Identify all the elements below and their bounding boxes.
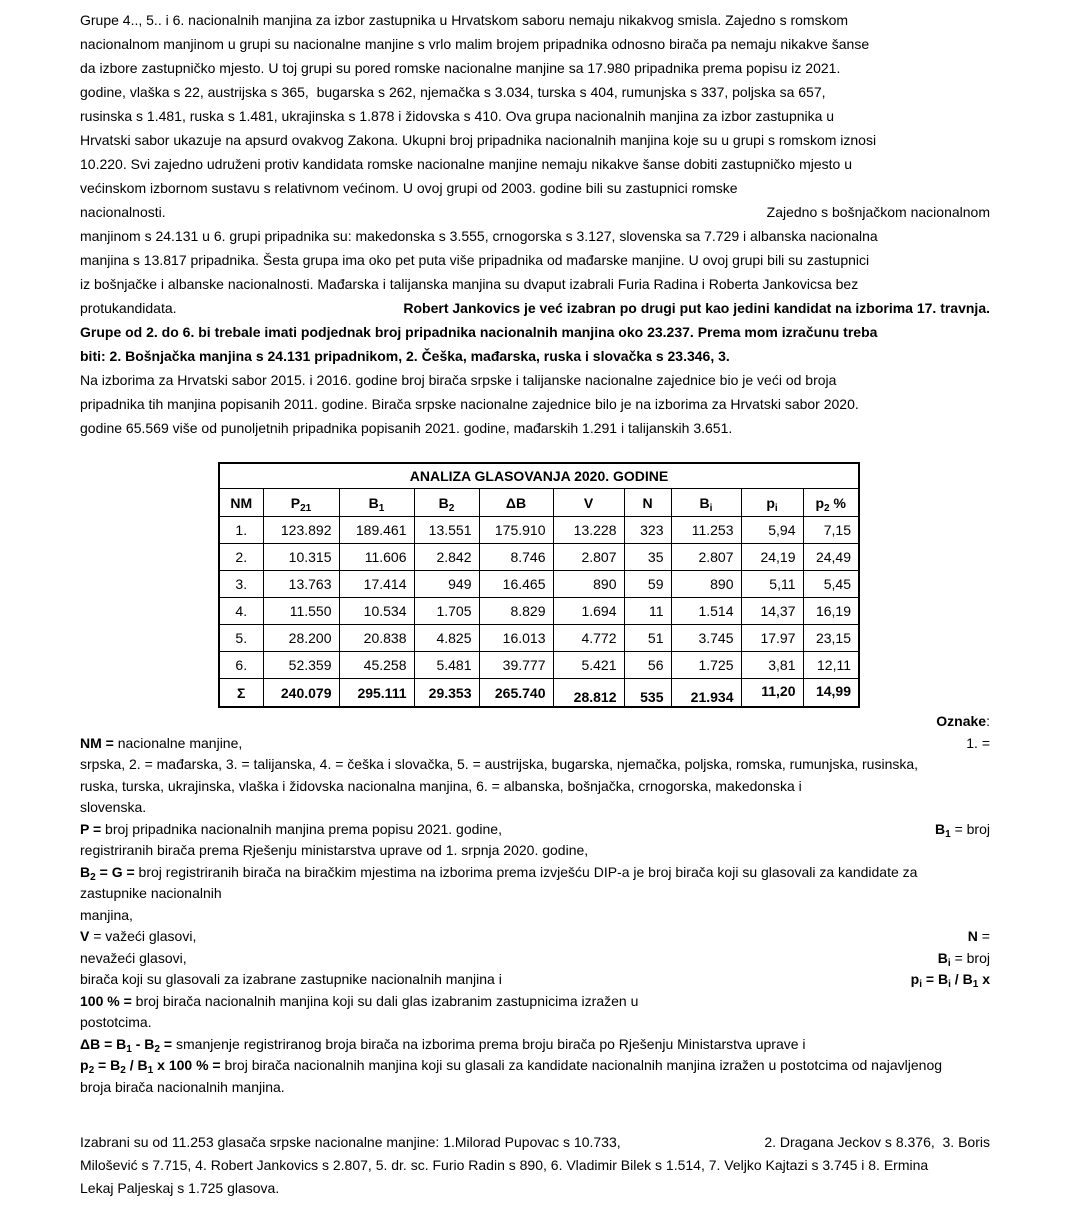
table-title-row bbox=[219, 463, 859, 489]
legend-line-right: N = bbox=[967, 928, 990, 944]
table-sum-cell: Σ bbox=[219, 679, 263, 708]
table-cell: 16.465 bbox=[479, 571, 553, 598]
table-cell: 5,45 bbox=[803, 571, 859, 598]
paragraph-line: Grupe od 2. do 6. bi trebale imati podjednak broj pripadnika nacionalnih manjina oko 23.237. Prema mom izračunu treba bbox=[80, 324, 878, 340]
legend-line-left: NM = nacionalne manjine, bbox=[80, 734, 243, 751]
legend-line: $B_2 = G$ = broj registriranih birača na biračkim mjestima na izborima prema izvješću DIP-a je broj birača koji su glasovali za kandidate za bbox=[80, 863, 918, 883]
table-sum-cell: 265.740 bbox=[479, 679, 553, 708]
table-row bbox=[219, 598, 859, 625]
table-sum-cell: 29.353 bbox=[414, 679, 479, 708]
table-cell: 2. bbox=[219, 544, 263, 571]
table-cell: 13.551 bbox=[414, 517, 479, 544]
table-cell: 3.745 bbox=[671, 625, 741, 652]
column-header: $B_1$ bbox=[339, 489, 414, 517]
table-cell: 3. bbox=[219, 571, 263, 598]
table-cell: 11.253 bbox=[671, 517, 741, 544]
paragraph-line: nacionalnom manjinom u grupi su nacionalne manjine s vrlo malim brojem pripadnika odnosno birača pa nemaju nikakve šanse bbox=[80, 36, 870, 52]
table-cell: 3,81 bbox=[741, 652, 803, 679]
legend-line bbox=[80, 969, 990, 991]
table-cell: 2.842 bbox=[414, 544, 479, 571]
footer-line: Lekaj Paljeskaj s 1.725 glasova. bbox=[80, 1180, 280, 1196]
table-row bbox=[219, 625, 859, 652]
table-sum-cell: 240.079 bbox=[263, 679, 339, 708]
table-cell: 5. bbox=[219, 625, 263, 652]
table-sum-row bbox=[219, 679, 859, 708]
table-cell: 24,49 bbox=[803, 544, 859, 571]
table-sum-cell: 11,20 bbox=[741, 677, 803, 706]
table-cell: 17.414 bbox=[339, 571, 414, 598]
paragraph-line-right: Zajedno s bošnjačkom nacionalnom bbox=[766, 204, 990, 220]
paragraph-line-left: protukandidata. bbox=[80, 300, 177, 316]
table-cell: 35 bbox=[624, 544, 671, 571]
table-cell: 5,94 bbox=[741, 517, 803, 544]
column-header: NM bbox=[219, 489, 263, 517]
table-cell: 949 bbox=[414, 571, 479, 598]
column-header: V bbox=[553, 489, 624, 517]
table-cell: 1.514 bbox=[671, 598, 741, 625]
elected-paragraph bbox=[80, 1131, 990, 1200]
table-cell: 28.200 bbox=[263, 625, 339, 652]
column-header: $P_{21}$ bbox=[263, 489, 339, 517]
table-cell: 8.746 bbox=[479, 544, 553, 571]
legend-block bbox=[80, 711, 990, 1098]
paragraph-line: Na izborima za Hrvatski sabor 2015. i 2016. godine broj birača srpske i talijanske nacionalne zajednice bio je veći od broja bbox=[80, 372, 837, 388]
table-cell: 175.910 bbox=[479, 517, 553, 544]
table-cell: 6. bbox=[219, 652, 263, 679]
table-cell: 1.694 bbox=[553, 598, 624, 625]
paragraph-line: manjina s 13.817 pripadnika. Šesta grupa ima oko pet puta više pripadnika od mađarske manjine. U ovoj grupi bili su zastupnici bbox=[80, 252, 870, 268]
table-sum-cell: 28.812 bbox=[553, 683, 624, 712]
footer-line: Milošević s 7.715, 4. Robert Jankovics s 2.807, 5. dr. sc. Furio Radin s 890, 6. Vladimir Bilek s 1.514, 7. Veljko Kajtazi s 3.745 i 8. Ermina bbox=[80, 1157, 929, 1173]
paragraph-line: godine 65.569 više od punoljetnih pripadnika popisanih 2021. godine, mađarskih 1.291 i talijanskih 3.651. bbox=[80, 420, 733, 436]
paragraph-line: Grupe 4.., 5.. i 6. nacionalnih manjina za izbor zastupnika u Hrvatskom saboru nemaju nikakvog smisla. Zajedno s romskom bbox=[80, 12, 849, 28]
table-cell: 1. bbox=[219, 517, 263, 544]
paragraph-line: pripadnika tih manjina popisanih 2011. godine. Birača srpske nacionalne zajednice bilo je na izborima za Hrvatski sabor 2020. bbox=[80, 396, 859, 412]
table-cell: 39.777 bbox=[479, 652, 553, 679]
table-cell: 24,19 bbox=[741, 544, 803, 571]
table-sum-cell: 295.111 bbox=[339, 679, 414, 708]
table-cell: 7,15 bbox=[803, 517, 859, 544]
paragraph-line: da izbore zastupničko mjesto. U toj grupi su pored romske nacionalne manjine sa 17.980 pripadnika prema popisu iz 2021. bbox=[80, 60, 841, 76]
table-cell: 10.315 bbox=[263, 544, 339, 571]
legend-line: $\Delta B = B_1 - B_2$ = smanjenje registriranog broja birača na izborima prema broju birača po Rješenju Ministarstva uprave i bbox=[80, 1035, 806, 1055]
analysis-table bbox=[218, 462, 860, 708]
table-cell: 16.013 bbox=[479, 625, 553, 652]
legend-line-right: $B_1$ = broj bbox=[934, 820, 990, 840]
footer-line-right: 2. Dragana Jeckov s 8.376, 3. Boris bbox=[764, 1134, 990, 1150]
table-cell: 8.829 bbox=[479, 598, 553, 625]
table-cell: 5.481 bbox=[414, 652, 479, 679]
table-cell: 5.421 bbox=[553, 652, 624, 679]
table-cell: 2.807 bbox=[553, 544, 624, 571]
legend-line: manjina, bbox=[80, 906, 133, 923]
table-cell: 890 bbox=[671, 571, 741, 598]
legend-line: zastupnike nacionalnih bbox=[80, 885, 222, 901]
table-cell: 2.807 bbox=[671, 544, 741, 571]
table-cell: 1.725 bbox=[671, 652, 741, 679]
legend-line bbox=[80, 733, 990, 755]
column-header: N bbox=[624, 489, 671, 517]
table-cell: 14,37 bbox=[741, 598, 803, 625]
paragraph-line bbox=[80, 200, 990, 224]
table-cell: 189.461 bbox=[339, 517, 414, 544]
paragraph-line: iz bošnjačke i albanske nacionalnosti. Mađarska i talijanska manjina su dvaput izabrali Furia Radina i Roberta Jankovicsa bez bbox=[80, 276, 859, 292]
table-row bbox=[219, 544, 859, 571]
legend-line: broja birača nacionalnih manjina. bbox=[80, 1078, 285, 1095]
paragraph-line bbox=[80, 296, 990, 320]
paragraph-line-left: nacionalnosti. bbox=[80, 204, 166, 220]
table-cell: 1.705 bbox=[414, 598, 479, 625]
legend-line-left: V = važeći glasovi, bbox=[80, 928, 197, 944]
table-cell: 20.838 bbox=[339, 625, 414, 652]
paragraph-line: manjinom s 24.131 u 6. grupi pripadnika su: makedonska s 3.555, crnogorska s 3.127, slovenska sa 7.729 i albanska nacionalna bbox=[80, 228, 878, 244]
table-cell: 56 bbox=[624, 652, 671, 679]
table-cell: 12,11 bbox=[803, 652, 859, 679]
legend-line: registriranih birača prema Rješenju ministarstva uprave od 1. srpnja 2020. godine, bbox=[80, 842, 589, 858]
paragraph-line: biti: 2. Bošnjačka manjina s 24.131 pripadnikom, 2. Češka, mađarska, ruska i slovačka s 23.346, 3. bbox=[80, 348, 730, 364]
table-cell: 52.359 bbox=[263, 652, 339, 679]
legend-line-right: 1. = bbox=[966, 734, 990, 751]
legend-line: $p_2 = B_2 / B_1$ x 100 % = broj birača nacionalnih manjina koji su glasali za kandidate nacionalnih manjina izražen u postotcima od najavljenog bbox=[80, 1057, 943, 1077]
legend-line-left: nevažeći glasovi, bbox=[80, 949, 187, 966]
column-header: $p_2$ % bbox=[803, 489, 859, 517]
legend-line bbox=[80, 926, 990, 948]
table-cell: 51 bbox=[624, 625, 671, 652]
legend-line bbox=[80, 819, 990, 841]
table-cell: 11 bbox=[624, 598, 671, 625]
paragraph-line: godine, vlaška s 22, austrijska s 365, bugarska s 262, njemačka s 3.034, turska s 404, rumunjska s 337, poljska sa 657, bbox=[80, 84, 826, 100]
column-header: $p_i$ bbox=[741, 489, 803, 517]
column-header: $B_i$ bbox=[671, 489, 741, 517]
legend-line: 100 % = broj birača nacionalnih manjina koji su dali glas izabranim zastupnicima izražen u bbox=[80, 992, 639, 1009]
paragraph-line: 10.220. Svi zajedno udruženi protiv kandidata romske nacionalne manjine nemaju nikakve šanse dobiti zastupničko mjesto u bbox=[80, 156, 853, 172]
table-sum-cell: 21.934 bbox=[671, 683, 741, 712]
footer-line-left: Izabrani su od 11.253 glasača srpske nacionalne manjine: 1.Milorad Pupovac s 10.733, bbox=[80, 1134, 621, 1150]
table-sum-cell: 535 bbox=[624, 683, 671, 712]
table-cell: 45.258 bbox=[339, 652, 414, 679]
table-cell: 123.892 bbox=[263, 517, 339, 544]
legend-line: postotcima. bbox=[80, 1014, 152, 1030]
legend-line bbox=[80, 948, 990, 970]
table-cell: 13.228 bbox=[553, 517, 624, 544]
table-header-row bbox=[219, 489, 859, 517]
legend-line-right: Oznake: bbox=[936, 713, 990, 729]
intro-paragraphs bbox=[80, 8, 990, 440]
table-cell: 59 bbox=[624, 571, 671, 598]
legend-line-left: birača koji su glasovali za izabrane zastupnike nacionalnih manjina i bbox=[80, 971, 502, 987]
table-cell: 10.534 bbox=[339, 598, 414, 625]
table-cell: 23,15 bbox=[803, 625, 859, 652]
paragraph-line: većinskom izbornom sustavu s relativnom većinom. U ovoj grupi od 2003. godine bili su zastupnici romske bbox=[80, 180, 738, 196]
legend-line-right: $B_i$ = broj bbox=[937, 949, 990, 969]
legend-line bbox=[80, 711, 990, 733]
legend-line: srpska, 2. = mađarska, 3. = talijanska, 4. = češka i slovačka, 5. = austrijska, bugarska, njemačka, poljska, romska, rumunjska, rusinska, bbox=[80, 756, 919, 772]
table-cell: 5,11 bbox=[741, 571, 803, 598]
table-cell: 890 bbox=[553, 571, 624, 598]
table-row bbox=[219, 517, 859, 544]
table-title: ANALIZA GLASOVANJA 2020. GODINE bbox=[219, 463, 859, 489]
legend-line-right: $p_i = B_i / B_1$ x bbox=[910, 971, 990, 991]
paragraph-line: Hrvatski sabor ukazuje na apsurd ovakvog Zakona. Ukupni broj pripadnika nacionalnih manjina koje su u grupi s romskom iznosi bbox=[80, 132, 877, 148]
legend-line-left: P = broj pripadnika nacionalnih manjina prema popisu 2021. godine, bbox=[80, 820, 502, 837]
table-cell: 323 bbox=[624, 517, 671, 544]
table-row bbox=[219, 652, 859, 679]
footer-line bbox=[80, 1131, 990, 1154]
table-cell: 16,19 bbox=[803, 598, 859, 625]
table-cell: 4.825 bbox=[414, 625, 479, 652]
table-sum-cell: 14,99 bbox=[803, 677, 859, 706]
legend-line: slovenska. bbox=[80, 799, 147, 815]
table-cell: 17.97 bbox=[741, 625, 803, 652]
column-header: $B_2$ bbox=[414, 489, 479, 517]
table-cell: 11.606 bbox=[339, 544, 414, 571]
legend-line: ruska, turska, ukrajinska, vlaška i židovska nacionalna manjina, 6. = albanska, bošnjačka, crnogorska, makedonska i bbox=[80, 777, 802, 794]
table-cell: 4.772 bbox=[553, 625, 624, 652]
table-cell: 11.550 bbox=[263, 598, 339, 625]
paragraph-line: rusinska s 1.481, ruska s 1.481, ukrajinska s 1.878 i židovska s 410. Ova grupa nacionalnih manjina za izbor zastupnika u bbox=[80, 108, 835, 124]
table-row bbox=[219, 571, 859, 598]
column-header: ΔB bbox=[479, 489, 553, 517]
table-cell: 4. bbox=[219, 598, 263, 625]
paragraph-line-right: Robert Jankovics je već izabran po drugi put kao jedini kandidat na izborima 17. travnja. bbox=[403, 300, 990, 316]
table-cell: 13.763 bbox=[263, 571, 339, 598]
